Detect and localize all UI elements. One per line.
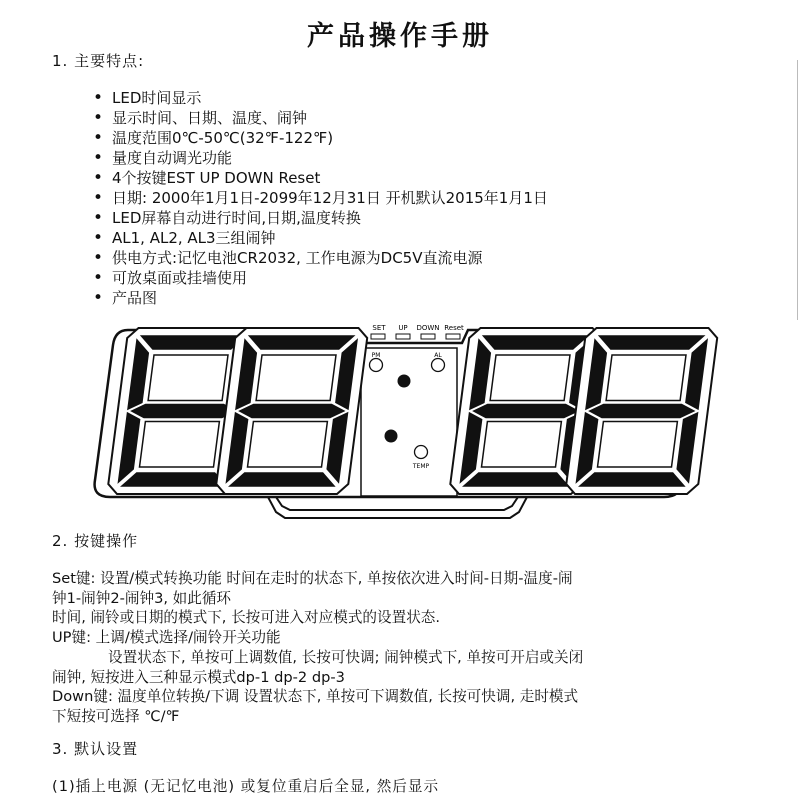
section-heading-defaults: 3. 默认设置 xyxy=(52,740,139,758)
section-heading-features: 1. 主要特点: xyxy=(52,52,145,70)
al-indicator xyxy=(432,359,445,372)
reset-label: Reset xyxy=(444,324,464,332)
digit-4 xyxy=(566,328,717,494)
list-item: • 日期: 2000年1月1日-2099年12月31日 开机默认2015年1月1日 xyxy=(96,188,548,208)
clock-stand xyxy=(268,497,527,518)
set-key-line: Set键: 设置/模式转换功能 时间在走时的状态下, 单按依次进入时间-日期-温度-闹 xyxy=(52,570,573,587)
digit-window xyxy=(598,422,678,468)
colon-dot-bottom xyxy=(385,430,398,443)
up-button[interactable] xyxy=(396,334,410,339)
segment-g xyxy=(474,405,578,418)
up-key-line: 闹钟, 短按进入三种显示模式dp-1 dp-2 dp-3 xyxy=(52,668,345,686)
set-label: SET xyxy=(372,324,386,332)
up-key-line: UP键: 上调/模式选择/闹铃开关功能 xyxy=(52,629,281,647)
list-item: • LED屏幕自动进行时间,日期,温度转换 xyxy=(96,208,548,228)
temp-indicator xyxy=(415,446,428,459)
temp-label: TEMP xyxy=(412,463,430,470)
digit-2 xyxy=(216,328,367,494)
digit-window xyxy=(148,355,228,401)
button-operations xyxy=(52,569,788,727)
digit-window xyxy=(248,422,328,468)
segment-d xyxy=(122,473,226,486)
page-title: 产品操作手册 xyxy=(307,21,493,52)
set-key-line: 钟1-闹钟2-闹钟3, 如此循环 xyxy=(52,589,232,607)
up-label: UP xyxy=(398,324,408,332)
list-item: • AL1, AL2, AL3三组闹钟 xyxy=(96,228,548,248)
segment-a xyxy=(484,336,588,349)
list-item: • 显示时间、日期、温度、闹钟 xyxy=(96,108,548,128)
digit-window xyxy=(140,422,220,468)
segment-d xyxy=(464,473,568,486)
down-key-line: 下短按可选择 ℃/℉ xyxy=(52,707,180,725)
set-key-line: 时间, 闹铃或日期的模式下, 长按可进入对应模式的设置状态. xyxy=(52,609,441,627)
segment-a xyxy=(600,336,704,349)
list-item: • 供电方式:记忆电池CR2032, 工作电源为DC5V直流电源 xyxy=(96,248,548,268)
list-item: • 温度范围0℃-50℃(32℉-122℉) xyxy=(96,128,548,148)
colon-dot-top xyxy=(398,375,411,388)
list-item: • 4个按键EST UP DOWN Reset xyxy=(96,168,548,188)
list-item: • 可放桌面或挂墙使用 xyxy=(96,268,548,288)
segment-d xyxy=(580,473,684,486)
section-heading-buttons: 2. 按键操作 xyxy=(52,532,139,550)
segment-g xyxy=(590,405,694,418)
pm-indicator xyxy=(370,359,383,372)
digit-window xyxy=(606,355,686,401)
reset-button[interactable] xyxy=(446,334,460,339)
down-key-line: Down键: 温度单位转换/下调 设置状态下, 单按可下调数值, 长按可快调, 走时模式 xyxy=(52,688,579,706)
list-item: • 产品图 xyxy=(96,288,548,308)
up-key-line: 设置状态下, 单按可上调数值, 长按可快调; 闹钟模式下, 单按可开启或关闭 xyxy=(108,648,584,666)
default-setting-line: (1)插上电源 (无记忆电池) 或复位重启后全显, 然后显示 xyxy=(52,778,440,795)
segment-g xyxy=(240,405,344,418)
list-item: • LED时间显示 xyxy=(96,88,548,108)
segment-g xyxy=(132,405,236,418)
digit-window xyxy=(482,422,562,468)
pm-label: PM xyxy=(371,352,381,359)
down-label: DOWN xyxy=(416,324,440,332)
segment-d xyxy=(230,473,334,486)
set-button[interactable] xyxy=(371,334,385,339)
segment-a xyxy=(142,336,246,349)
al-label: AL xyxy=(434,352,442,359)
list-item: • 量度自动调光功能 xyxy=(96,148,548,168)
digit-window xyxy=(256,355,336,401)
segment-a xyxy=(250,336,354,349)
down-button[interactable] xyxy=(421,334,435,339)
digit-window xyxy=(490,355,570,401)
